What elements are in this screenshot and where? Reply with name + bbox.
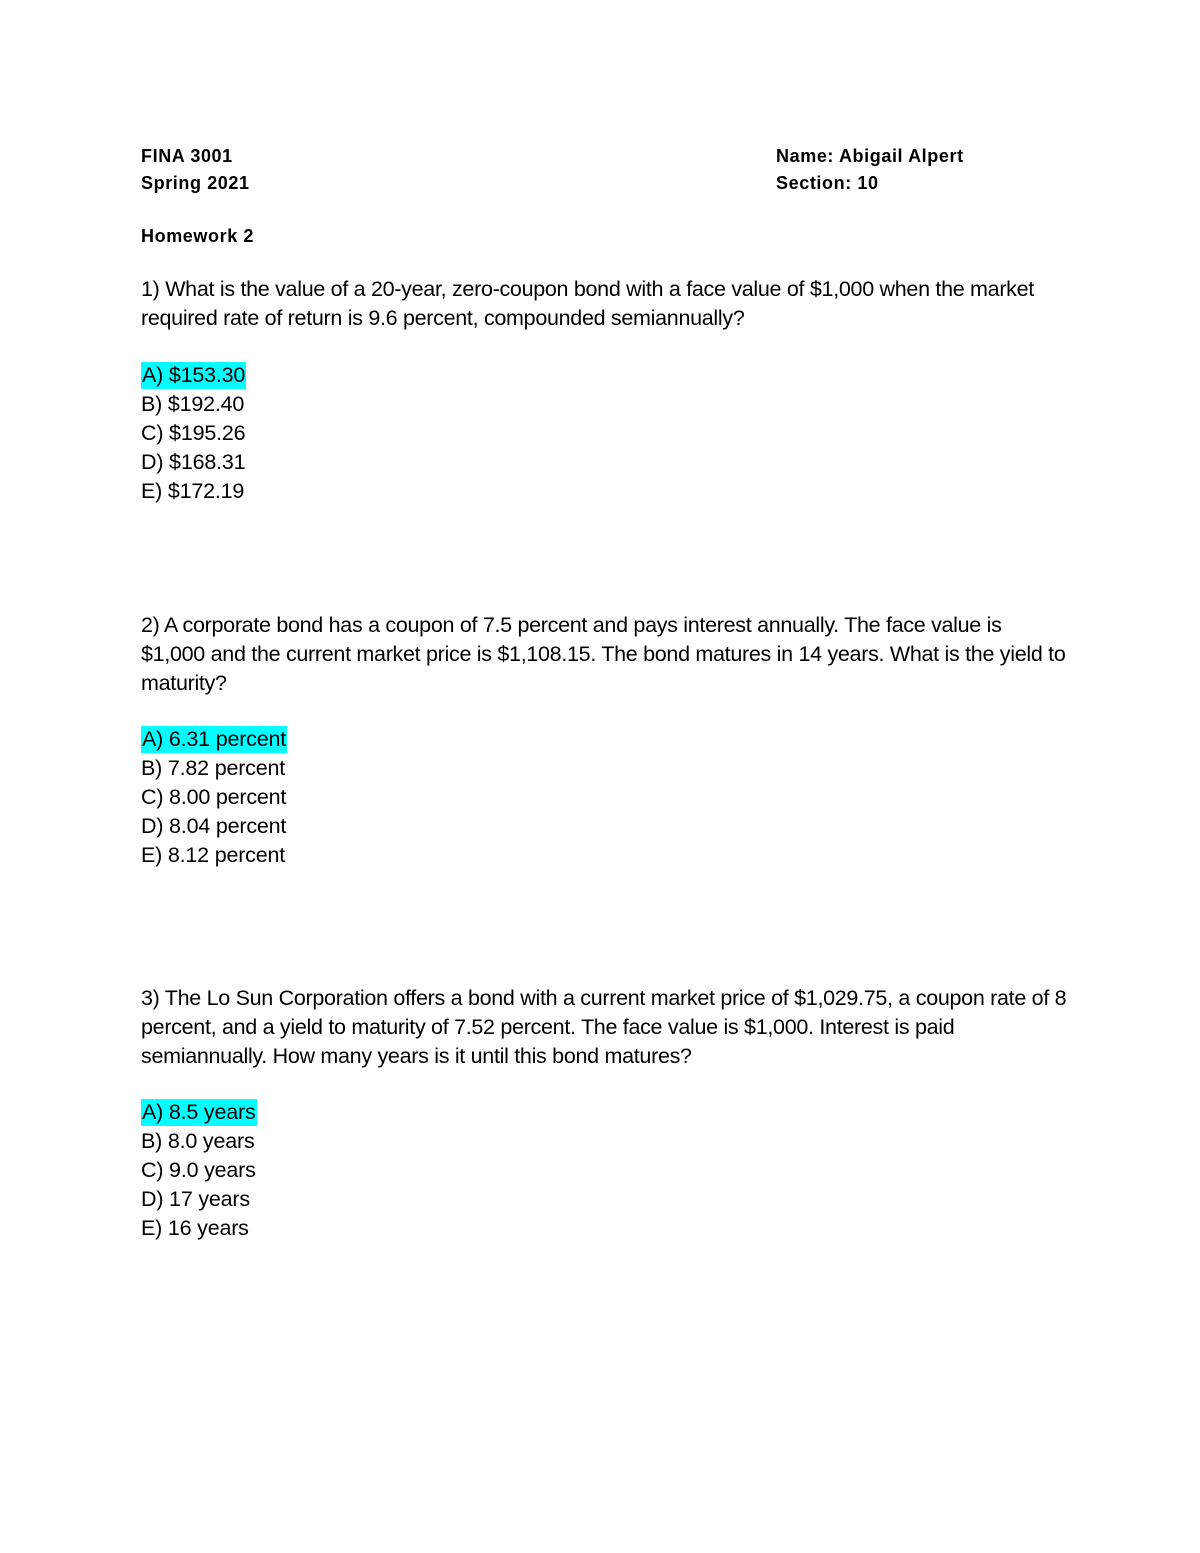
question-1-options: [141, 361, 246, 506]
question-3-option-e: E) 16 years: [141, 1216, 249, 1240]
highlighted-answer: A) 6.31 percent: [142, 727, 287, 751]
highlighted-answer: A) $153.30: [142, 363, 246, 387]
term: Spring 2021: [141, 173, 250, 193]
question-3-option-c: C) 9.0 years: [141, 1158, 256, 1182]
question-2-stem: 2) A corporate bond has a coupon of 7.5 percent and pays interest annually. The face value is $1,000 and the current market price is $1,108.15. The bond matures in 14 years. What is the yield to maturity?: [141, 613, 1066, 695]
assignment-title: Homework 2: [141, 226, 255, 246]
question-3-option-b: B) 8.0 years: [141, 1129, 255, 1153]
question-2-option-c: C) 8.00 percent: [141, 785, 287, 809]
question-2-option-b: B) 7.82 percent: [141, 756, 286, 780]
question-3-option-a: [141, 1098, 257, 1127]
question-1-option-b: B) $192.40: [141, 392, 245, 416]
question-2-option-e: E) 8.12 percent: [141, 843, 286, 867]
question-1-stem: 1) What is the value of a 20-year, zero-coupon bond with a face value of $1,000 when the market required rate of return is 9.6 percent, compounded semiannually?: [141, 277, 1034, 330]
section-number: Section: 10: [776, 173, 879, 193]
question-1-option-a: [141, 361, 246, 390]
student-name: Name: Abigail Alpert: [776, 146, 964, 166]
question-1-option-d: D) $168.31: [141, 450, 246, 474]
question-1-option-e: E) $172.19: [141, 479, 245, 503]
question-3-stem: 3) The Lo Sun Corporation offers a bond with a current market price of $1,029.75, a coupon rate of 8 percent, and a yield to maturity of 7.52 percent. The face value is $1,000. Interest is paid semiannually. How many years is it until this bond matures?: [141, 986, 1067, 1068]
question-2-option-a: [141, 725, 287, 754]
question-2-options: [141, 725, 287, 870]
question-3-options: [141, 1098, 257, 1243]
highlighted-answer: A) 8.5 years: [142, 1100, 256, 1124]
question-3-option-d: D) 17 years: [141, 1187, 250, 1211]
question-2-option-d: D) 8.04 percent: [141, 814, 287, 838]
question-1-option-c: C) $195.26: [141, 421, 246, 445]
course-code: FINA 3001: [141, 146, 233, 166]
